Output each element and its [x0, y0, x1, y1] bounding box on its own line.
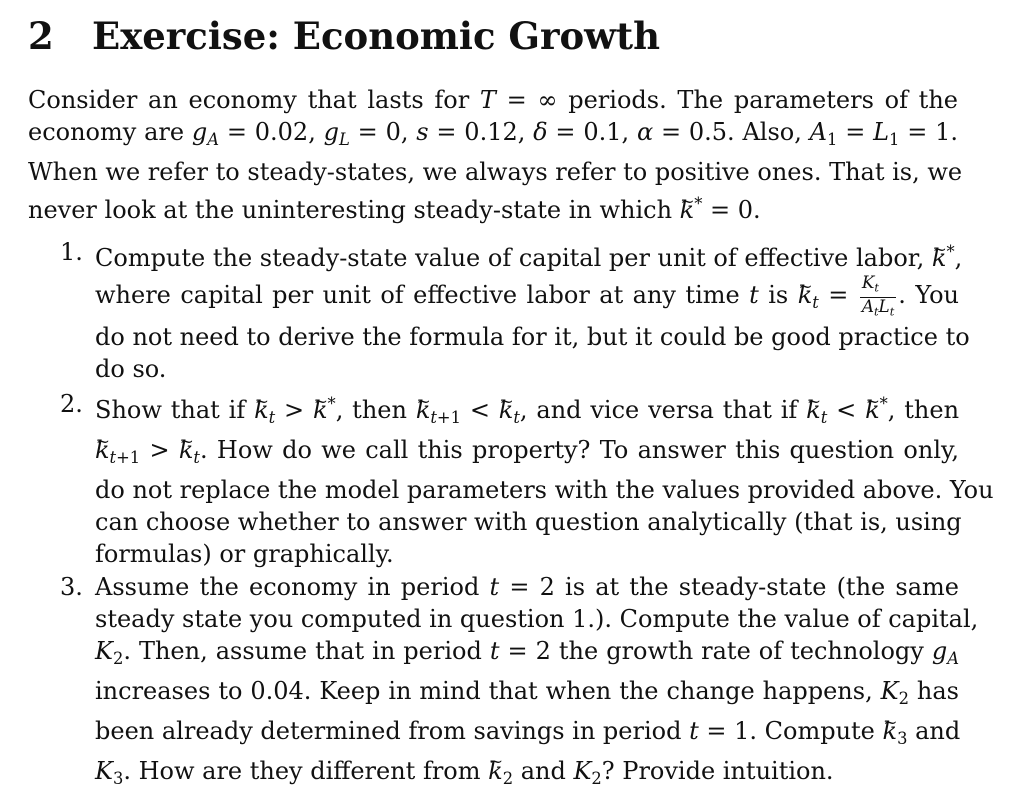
question-text-1	[95, 236, 970, 385]
question-text-2	[95, 388, 994, 570]
question-3-line-2: steady state you computed in question 1.). Compute the value of capital,	[95, 605, 979, 633]
question-text-3	[95, 571, 979, 795]
question-3-line-1: Assume the economy in period t = 2 is at the steady-state (the same	[95, 573, 959, 601]
question-1-line-3: do not need to derive the formula for it, but it could be good practice to	[95, 323, 970, 352]
section-number: 2	[28, 14, 54, 58]
question-2-line-2: ~ $k_{t+1}$ > ~ $k_t$. How do we call this property? To answer this question only,	[95, 434, 959, 474]
question-2-line-3: do not replace the model parameters with the values provided above. You	[95, 475, 994, 504]
question-1-line-1: Compute the steady-state value of capital per unit of effective labor, ~ k*,	[95, 236, 959, 274]
question-2-line-4: can choose whether to answer with question analytically (that is, using	[95, 507, 962, 536]
section-heading	[28, 14, 660, 58]
question-2-line-5: formulas) or graphically.	[95, 539, 394, 568]
question-3-line-6: $K_3$. How are they different from ~ $k_2$ and $K_2$? Provide intuition.	[95, 755, 959, 795]
intro-paragraph	[28, 84, 963, 226]
intro-line-3: When we refer to steady-states, we always refer to positive ones. That is, we	[28, 157, 963, 186]
intro-line-1: Consider an economy that lasts for T = ∞ periods. The parameters of the	[28, 86, 958, 114]
question-marker-1: 1.	[60, 238, 83, 266]
question-3-line-5: been already determined from savings in period t = 1. Compute ~ $k_3$ and	[95, 715, 959, 755]
question-1-line-4: do so.	[95, 355, 167, 384]
question-marker-3: 3.	[60, 573, 83, 601]
question-3-line-4: increases to 0.04. Keep in mind that when the change happens, $K_2$ has	[95, 676, 960, 708]
section-title: Exercise: Economic Growth	[92, 14, 661, 58]
question-2-line-1: Show that if ~ $k_t$ > ~ k*, then ~ $k_{t+1}$ < ~ $k_t$, and vice versa that if ~ $k_t$ < ~ k*, then	[95, 388, 959, 434]
intro-line-2: economy are $g_A = 0.02$, $g_L = 0$, s = 0.12, δ = 0.1, α = 0.5. Also, $A_1 = L_1 = 1$.	[28, 118, 959, 149]
intro-line-4: never look at the uninteresting steady-state in which ~ k* = 0.	[28, 188, 958, 226]
question-marker-2: 2.	[60, 390, 83, 418]
question-3-line-3: $K_2$. Then, assume that in period t = 2 the growth rate of technology $g_A$	[95, 637, 959, 668]
question-1-line-2: where capital per unit of effective labor at any time t is ~ $k_t$ = $\frac{K_t}{A_tL_t}$ . You	[95, 274, 959, 321]
